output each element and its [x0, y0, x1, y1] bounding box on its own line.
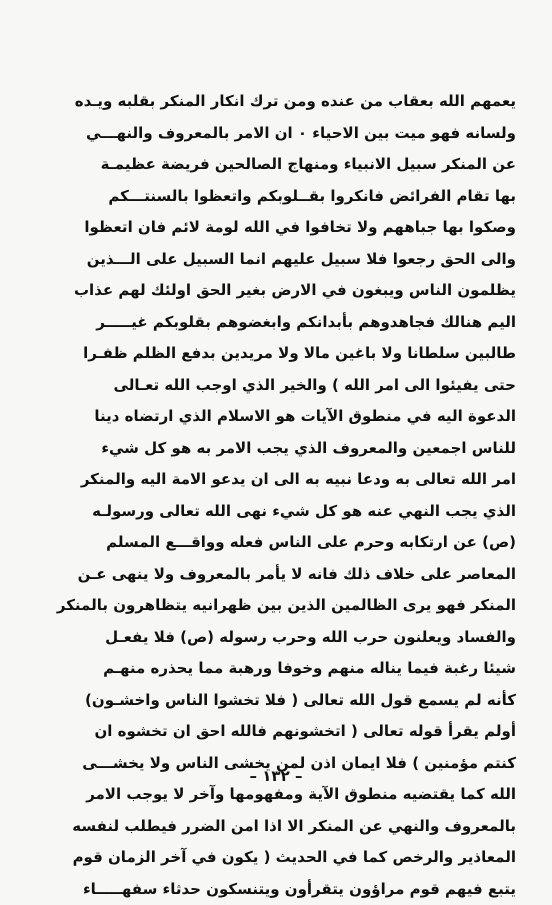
page-number: – ١٣٢ –	[0, 766, 552, 786]
text-line-10: حتى يفيئوا الى امر الله ) والخير الذي اوجب الله تعـالى	[52, 370, 516, 402]
text-line-17: المنكر فهو يرى الظالمين الذين بين ظهرانيه يتظاهرون بالمنكر	[52, 590, 516, 622]
text-line-24: بالمعروف والنهي عن المنكر الا اذا امن الضرر فيطلب لنفسه	[52, 811, 516, 843]
text-line-14: الذي يجب النهي عنه هو كل شيء نهى الله تعالى ورسولـه	[52, 496, 516, 528]
text-line-8: اليم هنالك فجاهدوهم بأبدانكم وابغضوهم بقلوبكم غيـــــر	[52, 307, 516, 339]
text-line-23: الله كما يقتضيه منطوق الآية ومفهومها وآخر لا يوجب الامر	[52, 779, 516, 811]
text-line-22: كنتم مؤمنين ) فلا ايمان اذن لمن يخشى الناس ولا يخشـــى	[52, 748, 516, 780]
text-line-3: عن المنكر سبيل الانبياء ومنهاج الصالحين فريضة عظيمـة	[52, 149, 516, 181]
text-line-15: (ص) عن ارتكابه وحرم على الناس فعله وواقـــع المسلم	[52, 527, 516, 559]
text-line-5: وصكوا بها جباههم ولا تخافوا في الله لومة لائم فان اتعظوا	[52, 212, 516, 244]
text-line-12: للناس اجمعين والمعروف الذي يجب الامر به هو كل شيء	[52, 433, 516, 465]
text-line-21: أولم يقرأ قوله تعالى ( اتخشونهم فالله احق ان تخشوه ان	[52, 716, 516, 748]
text-line-19: شيئا رغبة فيما يناله منهم وخوفا ورهبة مما يحذره منهـم	[52, 653, 516, 685]
text-line-13: امر الله تعالى به ودعا نبيه به الى ان يدعو الامة اليه والمنكر	[52, 464, 516, 496]
text-line-6: والى الحق رجعوا فلا سبيل عليهم انما السبيل على الـــذين	[52, 244, 516, 276]
text-line-2: ولسانه فهو ميت بين الاحياء ٠ ان الامر بالمعروف والنهـــي	[52, 118, 516, 150]
text-line-7: يظلمون الناس ويبغون في الارض بغير الحق اولئك لهم عذاب	[52, 275, 516, 307]
text-line-26: يتبع فيهم قوم مراؤون يتقرأون ويتنسكون حدثاء سفهـــــاء	[52, 874, 516, 905]
text-line-25: المعاذير والرخص كما في الحديث ( يكون في آخر الزمان قوم	[52, 842, 516, 874]
text-line-4: بها تقام الفرائض فانكروا بقــلوبكم واتعظوا بالسنتـــكم	[52, 181, 516, 213]
text-line-9: طالبين سلطانا ولا باغين مالا ولا مريدين بدفع الظلم ظفـرا	[52, 338, 516, 370]
text-line-1: يعمهم الله بعقاب من عنده ومن ترك انكار المنكر بقلبه ويـده	[52, 86, 516, 118]
text-line-18: والفساد ويعلنون حرب الله وحرب رسوله (ص) فلا يفعـل	[52, 622, 516, 654]
text-line-20: كأنه لم يسمع قول الله تعالى ( فلا تخشوا الناس واخشـون)	[52, 685, 516, 717]
text-line-16: المعاصر على خلاف ذلك فانه لا يأمر بالمعروف ولا ينهى عـن	[52, 559, 516, 591]
text-line-11: الدعوة اليه في منطوق الآيات هو الاسلام الذي ارتضاه دينا	[52, 401, 516, 433]
